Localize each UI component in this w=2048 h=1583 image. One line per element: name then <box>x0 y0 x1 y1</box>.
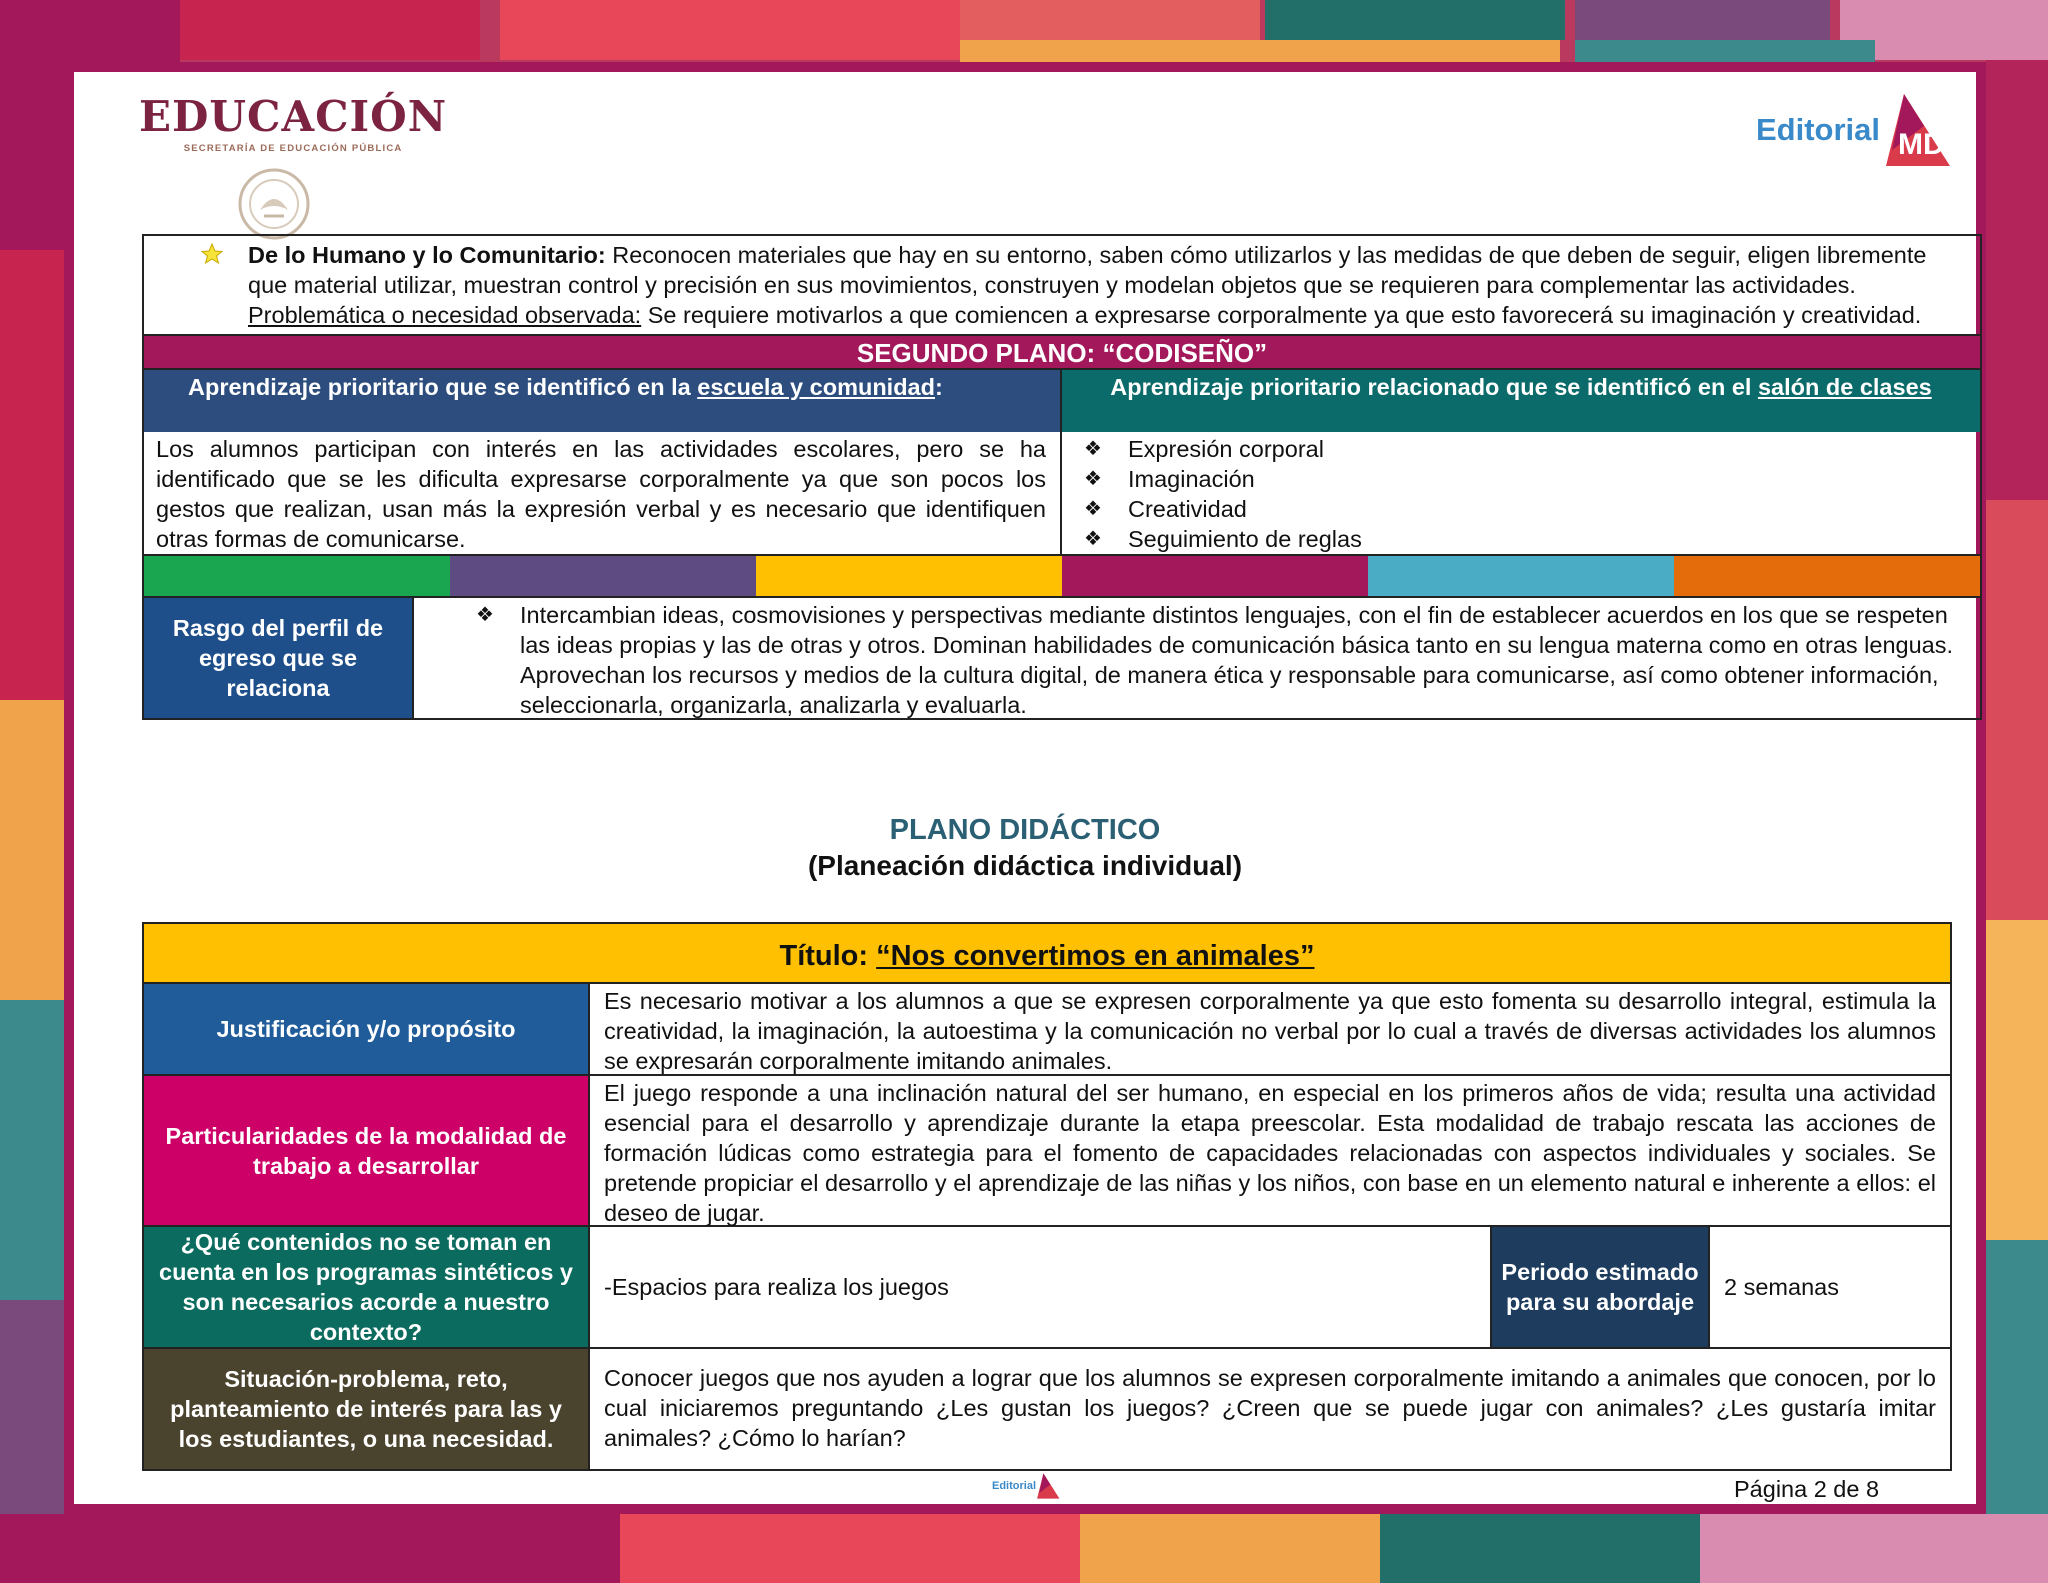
plano-didactico-title: PLANO DIDÁCTICO <box>889 814 1161 846</box>
campo-formativo-block <box>144 236 1980 336</box>
footer-logo-label: Editorial <box>992 1480 1037 1492</box>
escuela-header-post: : <box>934 374 943 400</box>
aprendizaje-escuela-column <box>144 370 1062 554</box>
star-bullet-icon <box>200 242 224 266</box>
perfil-egreso-label: Rasgo del perfil de egreso que se relaciona <box>144 598 414 718</box>
planeacion-table <box>142 922 1952 1471</box>
sep-logo-title: EDUCACIÓN <box>139 92 448 141</box>
modalidad-text: El juego responde a una inclinación natural del ser humano, en especial en los primeros años de vida; resulta una actividad esencial para el desarrollo y aprendizaje durante la etapa preescolar. Esta modalidad de trabajo rescata las acciones de formación lúdicas como estrategia para el fomento de capacidades relacionadas con aspectos individuales y sociales. Se pretende propiciar el desarrollo y el aprendizaje de las niñas y los niños, con base en un elemento natural e inherente a ellos: el deseo de jugar. <box>604 1080 1936 1226</box>
modalidad-label: Particularidades de la modalidad de trabajo a desarrollar <box>144 1076 590 1225</box>
periodo-label: Periodo estimado para su abordaje <box>1492 1227 1710 1347</box>
sep-logo <box>139 92 447 154</box>
aprendizaje-escuela-text: Los alumnos participan con interés en las actividades escolares, pero se ha identificado que se les dificulta expresarse corporalmente ya que son pocos los gestos que realizan, usan más la expresión verbal y es necesario que identifiquen otras formas de comunicarse. <box>156 436 1046 552</box>
color-strip-magenta <box>1062 556 1368 596</box>
situacion-text: Conocer juegos que nos ayuden a lograr que los alumnos se expresen corporalmente imitando a animales que conocen, por lo cual iniciaremos preguntando ¿Les gustan los juegos? ¿Creen que se puede jugar con animales? ¿Les gustaría imitar animales? ¿Cómo lo harían? <box>604 1365 1936 1451</box>
planeacion-title-value: “Nos convertimos en animales” <box>876 940 1315 972</box>
planeacion-title-row <box>144 924 1950 984</box>
color-strip <box>144 556 1980 598</box>
escuela-header-pre: Aprendizaje prioritario que se identificó en la <box>188 374 698 400</box>
periodo-value: 2 semanas <box>1724 1273 1839 1300</box>
color-strip-lightblue <box>1368 556 1674 596</box>
justificacion-label: Justificación y/o propósito <box>144 984 590 1074</box>
national-seal-icon <box>234 166 314 242</box>
list-item-label: Seguimiento de reglas <box>1128 526 1362 552</box>
escuela-header-link: escuela y comunidad <box>697 374 935 400</box>
aprendizaje-escuela-header <box>144 370 1060 432</box>
justificacion-text: Es necesario motivar a los alumnos a que se expresen corporalmente ya que esto fomenta su desarrollo integral, estimula la creatividad, la imaginación, la autoestima y la comunicación no verbal por lo cual a través de diversas actividades los alumnos se expresarán corporalmente imitando animales. <box>604 988 1936 1074</box>
md-logo-icon <box>1036 1472 1062 1500</box>
footer-editorial-logo <box>992 1472 1062 1500</box>
codiseno-table <box>142 234 1982 720</box>
problem-label: Problemática o necesidad observada: <box>248 302 642 328</box>
diamond-bullet-icon: ❖ <box>1084 498 1102 520</box>
list-item <box>1084 494 1970 524</box>
svg-text:MD: MD <box>1898 128 1945 161</box>
editorial-md-logo <box>1756 90 1956 170</box>
aprendizaje-row <box>144 370 1980 556</box>
list-item <box>1084 464 1970 494</box>
document-sheet <box>64 62 1986 1514</box>
campo-text: Reconocen materiales que hay en su entorno, saben cómo utilizarlos y las medidas de que deben de seguir, eligen libremente que material utilizar, muestran control y precisión en sus movimientos, construyen y modelan objetos que se requieren para complementar las actividades. <box>248 242 1927 298</box>
color-strip-purple <box>450 556 756 596</box>
list-item-label: Expresión corporal <box>1128 436 1324 462</box>
diamond-bullet-icon: ❖ <box>1084 468 1102 490</box>
list-item-label: Creatividad <box>1128 496 1247 522</box>
table-row <box>144 984 1950 1076</box>
page-number: Página 2 de 8 <box>1734 1476 1880 1502</box>
color-strip-green <box>144 556 450 596</box>
situacion-label: Situación-problema, reto, planteamiento de interés para las y los estudiantes, o una necesidad. <box>144 1349 590 1469</box>
perfil-egreso-text: Intercambian ideas, cosmovisiones y perspectivas mediante distintos lenguajes, con el fin de establecer acuerdos en los que se respeten las ideas propias y las de otras y otros. Dominan habilidades de comunicación básica tanto en su lengua materna como en otras lenguas. Aprovechan los recursos y medios de la cultura digital, de manera ética y responsable para comunicarse, así como obtener información, seleccionarla, organizarla, analizarla y evaluarla. <box>520 602 1954 718</box>
list-item <box>1084 524 1970 554</box>
color-strip-orange <box>1674 556 1980 596</box>
md-logo-icon <box>1884 90 1956 170</box>
table-row <box>144 1349 1950 1469</box>
perfil-egreso-body <box>414 598 1980 718</box>
sep-logo-subtitle: SECRETARÍA DE EDUCACIÓN PÚBLICA <box>183 143 403 154</box>
salon-header-link: salón de clases <box>1757 374 1932 400</box>
codiseno-band: SEGUNDO PLANO: “CODISEÑO” <box>144 336 1980 370</box>
aprendizaje-salon-list <box>1062 432 1980 554</box>
salon-header-pre: Aprendizaje prioritario relacionado que se identificó en el <box>1110 374 1758 400</box>
problem-text: Se requiere motivarlos a que comiencen a expresarse corporalmente ya que esto favorecerá su imaginación y creatividad. <box>647 302 1922 328</box>
diamond-bullet-icon: ❖ <box>476 604 494 626</box>
diamond-bullet-icon: ❖ <box>1084 528 1102 550</box>
aprendizaje-salon-column <box>1062 370 1980 554</box>
contenidos-text: -Espacios para realiza los juegos <box>590 1227 1492 1347</box>
table-row <box>144 1076 1950 1227</box>
plano-didactico-subtitle: (Planeación didáctica individual) <box>807 850 1243 881</box>
perfil-egreso-row <box>144 598 1980 718</box>
campo-title: De lo Humano y lo Comunitario: <box>248 242 606 268</box>
aprendizaje-salon-header <box>1062 370 1980 432</box>
table-row <box>144 1227 1950 1349</box>
planeacion-title-label: Título: <box>779 940 877 972</box>
list-item <box>1084 434 1970 464</box>
contenidos-label: ¿Qué contenidos no se toman en cuenta en los programas sintéticos y son necesarios acorde a nuestro contexto? <box>144 1227 590 1347</box>
list-item-label: Imaginación <box>1128 466 1255 492</box>
editorial-logo-label: Editorial <box>1755 112 1880 147</box>
diamond-bullet-icon: ❖ <box>1084 438 1102 460</box>
color-strip-yellow <box>756 556 1062 596</box>
